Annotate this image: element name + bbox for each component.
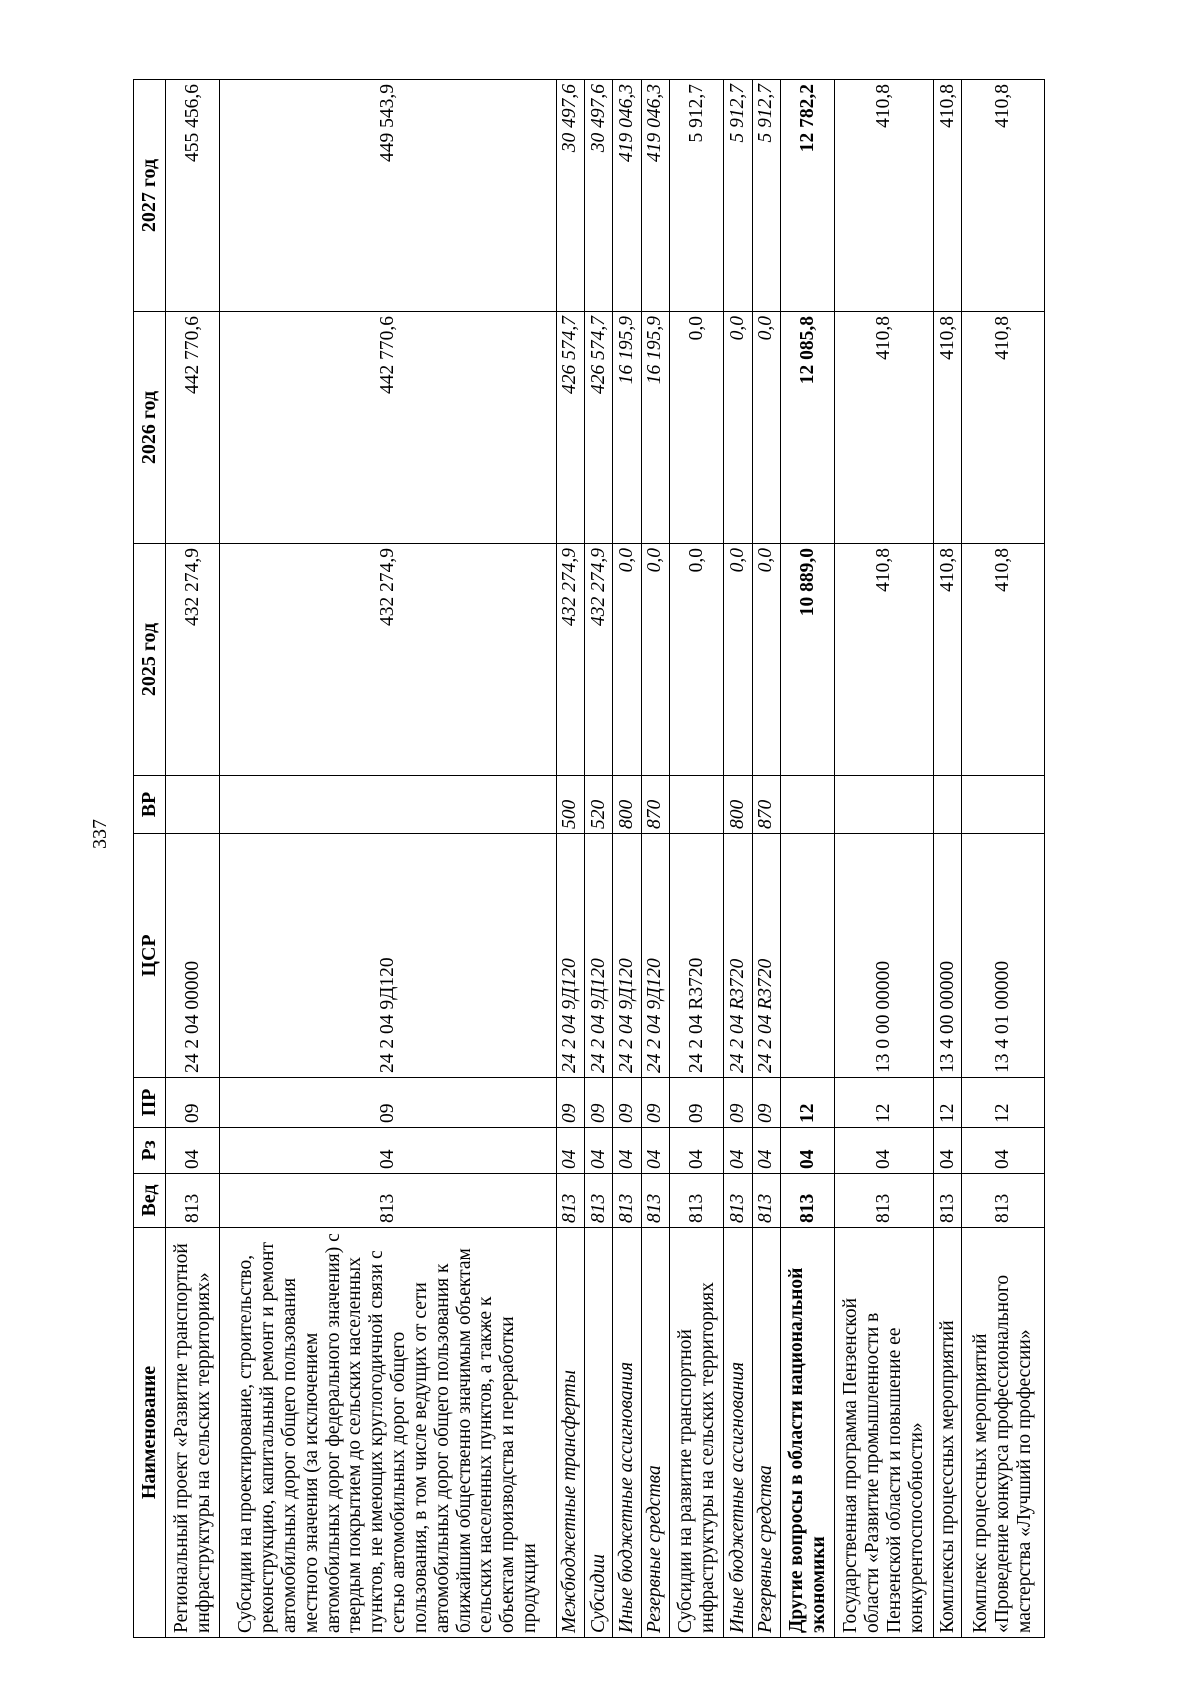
row-2025: 10 889,0 (780, 544, 834, 776)
row-csr: 13 4 01 00000 (962, 834, 1045, 1078)
row-2026: 410,8 (962, 312, 1045, 544)
row-ved: 813 (556, 1174, 584, 1228)
row-csr: 24 2 04 R3720 (669, 834, 723, 1078)
row-pr: 12 (962, 1078, 1045, 1128)
page-number: 337 (89, 819, 111, 849)
table-row (835, 80, 933, 1638)
row-2026: 426 574,7 (556, 312, 584, 544)
header-csr: ЦСР (134, 834, 166, 1078)
row-2026: 442 770,6 (220, 312, 556, 544)
row-2025: 410,8 (962, 544, 1045, 776)
row-2027: 449 543,9 (220, 80, 556, 312)
row-vr: 870 (752, 776, 780, 834)
header-pr: ПР (134, 1078, 166, 1128)
row-2027: 30 497,6 (556, 80, 584, 312)
row-2026: 426 574,7 (584, 312, 612, 544)
row-csr: 24 2 04 9Д120 (556, 834, 584, 1078)
row-2026: 442 770,6 (166, 312, 220, 544)
header-ved: Вед (134, 1174, 166, 1228)
row-ved: 813 (220, 1174, 556, 1228)
row-ved: 813 (835, 1174, 933, 1228)
row-vr (835, 776, 933, 834)
row-vr (220, 776, 556, 834)
row-csr: 24 2 04 9Д120 (584, 834, 612, 1078)
row-ved: 813 (641, 1174, 669, 1228)
row-rz: 04 (641, 1128, 669, 1174)
table-header-row (134, 80, 166, 1638)
row-rz: 04 (669, 1128, 723, 1174)
row-vr: 520 (584, 776, 612, 834)
row-2025: 0,0 (752, 544, 780, 776)
table-row (669, 80, 723, 1638)
row-ved: 813 (613, 1174, 641, 1228)
rotated-table-wrapper (133, 80, 1045, 1638)
row-2025: 0,0 (669, 544, 723, 776)
table-row (752, 80, 780, 1638)
row-rz: 04 (556, 1128, 584, 1174)
row-2027: 12 782,2 (780, 80, 834, 312)
table-row (166, 80, 220, 1638)
row-vr (780, 776, 834, 834)
row-rz: 04 (584, 1128, 612, 1174)
row-name: Другие вопросы в области национальной экономики (780, 1228, 834, 1638)
row-pr: 09 (724, 1078, 752, 1128)
row-pr: 12 (780, 1078, 834, 1128)
row-ved: 813 (724, 1174, 752, 1228)
row-ved: 813 (933, 1174, 961, 1228)
row-name: Межбюджетные трансферты (556, 1228, 584, 1638)
row-pr: 09 (166, 1078, 220, 1128)
row-name: Субсидии на развитие транспортной инфраструктуры на сельских территориях (669, 1228, 723, 1638)
row-name: Государственная программа Пензенской области «Развитие промышленности в Пензенской области и повышение ее конкурентоспособности» (835, 1228, 933, 1638)
header-name: Наименование (134, 1228, 166, 1638)
header-2026: 2026 год (134, 312, 166, 544)
row-2025: 410,8 (933, 544, 961, 776)
row-rz: 04 (933, 1128, 961, 1174)
row-ved: 813 (166, 1174, 220, 1228)
row-csr: 24 2 04 9Д120 (220, 834, 556, 1078)
row-vr (933, 776, 961, 834)
row-2026: 0,0 (752, 312, 780, 544)
row-csr (780, 834, 834, 1078)
row-2027: 5 912,7 (669, 80, 723, 312)
row-pr: 09 (613, 1078, 641, 1128)
row-name: Иные бюджетные ассигнования (613, 1228, 641, 1638)
table-row (933, 80, 961, 1638)
row-2025: 0,0 (613, 544, 641, 776)
row-2027: 30 497,6 (584, 80, 612, 312)
row-pr: 09 (584, 1078, 612, 1128)
row-pr: 09 (220, 1078, 556, 1128)
row-2027: 5 912,7 (752, 80, 780, 312)
row-vr: 870 (641, 776, 669, 834)
row-pr: 12 (835, 1078, 933, 1128)
row-2025: 0,0 (641, 544, 669, 776)
row-pr: 09 (752, 1078, 780, 1128)
row-2025: 432 274,9 (556, 544, 584, 776)
table-row (780, 80, 834, 1638)
table-row (641, 80, 669, 1638)
row-ved: 813 (962, 1174, 1045, 1228)
row-2027: 410,8 (835, 80, 933, 312)
row-rz: 04 (962, 1128, 1045, 1174)
row-rz: 04 (166, 1128, 220, 1174)
row-name: Субсидии (584, 1228, 612, 1638)
row-2025: 432 274,9 (584, 544, 612, 776)
row-csr: 24 2 04 R3720 (724, 834, 752, 1078)
row-name: Резервные средства (752, 1228, 780, 1638)
row-rz: 04 (752, 1128, 780, 1174)
table-row (962, 80, 1045, 1638)
row-2026: 410,8 (933, 312, 961, 544)
row-2026: 16 195,9 (641, 312, 669, 544)
header-rz: Рз (134, 1128, 166, 1174)
row-pr: 09 (641, 1078, 669, 1128)
row-2026: 16 195,9 (613, 312, 641, 544)
row-2025: 432 274,9 (220, 544, 556, 776)
row-ved: 813 (669, 1174, 723, 1228)
row-csr: 13 4 00 00000 (933, 834, 961, 1078)
row-2027: 419 046,3 (641, 80, 669, 312)
row-pr: 09 (556, 1078, 584, 1128)
row-2026: 410,8 (835, 312, 933, 544)
row-name: Резервные средства (641, 1228, 669, 1638)
row-vr: 800 (724, 776, 752, 834)
row-csr: 24 2 04 9Д120 (641, 834, 669, 1078)
row-2027: 455 456,6 (166, 80, 220, 312)
row-2025: 432 274,9 (166, 544, 220, 776)
row-name: Субсидии на проектирование, строительство, реконструкцию, капитальный ремонт и ремонт автомобильных дорог общего пользования местного значения (за исключением автомобильных дорог федерального значения) с твердым покрытием до сельских населенных пунктов, не имеющих круглогодичной связи с сетью автомобильных дорог общего пользования, в том числе ведущих от сети автомобильных дорог общего пользования к ближайшим общественно значимым объектам сельских населенных пунктов, а также к объектам производства и переработки продукции (220, 1228, 556, 1638)
row-2027: 5 912,7 (724, 80, 752, 312)
row-vr (669, 776, 723, 834)
header-2027: 2027 год (134, 80, 166, 312)
row-vr: 500 (556, 776, 584, 834)
budget-table (133, 79, 1045, 1638)
row-rz: 04 (835, 1128, 933, 1174)
row-ved: 813 (780, 1174, 834, 1228)
row-csr: 24 2 04 9Д120 (613, 834, 641, 1078)
row-csr: 13 0 00 00000 (835, 834, 933, 1078)
row-pr: 12 (933, 1078, 961, 1128)
header-vr: ВР (134, 776, 166, 834)
row-ved: 813 (584, 1174, 612, 1228)
table-row (724, 80, 752, 1638)
row-name: Иные бюджетные ассигнования (724, 1228, 752, 1638)
row-2025: 410,8 (835, 544, 933, 776)
row-name: Комплексы процессных мероприятий (933, 1228, 961, 1638)
row-2025: 0,0 (724, 544, 752, 776)
row-2027: 410,8 (933, 80, 961, 312)
row-2027: 419 046,3 (613, 80, 641, 312)
row-vr (962, 776, 1045, 834)
table-row (613, 80, 641, 1638)
row-2026: 12 085,8 (780, 312, 834, 544)
table-row (556, 80, 584, 1638)
row-rz: 04 (780, 1128, 834, 1174)
table-row (584, 80, 612, 1638)
row-csr: 24 2 04 R3720 (752, 834, 780, 1078)
header-2025: 2025 год (134, 544, 166, 776)
row-ved: 813 (752, 1174, 780, 1228)
row-2026: 0,0 (724, 312, 752, 544)
table-row (220, 80, 556, 1638)
row-rz: 04 (724, 1128, 752, 1174)
row-name: Региональный проект «Развитие транспортной инфраструктуры на сельских территориях» (166, 1228, 220, 1638)
row-pr: 09 (669, 1078, 723, 1128)
row-csr: 24 2 04 00000 (166, 834, 220, 1078)
row-rz: 04 (220, 1128, 556, 1174)
row-2027: 410,8 (962, 80, 1045, 312)
row-2026: 0,0 (669, 312, 723, 544)
row-rz: 04 (613, 1128, 641, 1174)
row-vr (166, 776, 220, 834)
row-name: Комплекс процессных мероприятий «Проведение конкурса профессионального мастерства «Лучший по профессии» (962, 1228, 1045, 1638)
row-vr: 800 (613, 776, 641, 834)
